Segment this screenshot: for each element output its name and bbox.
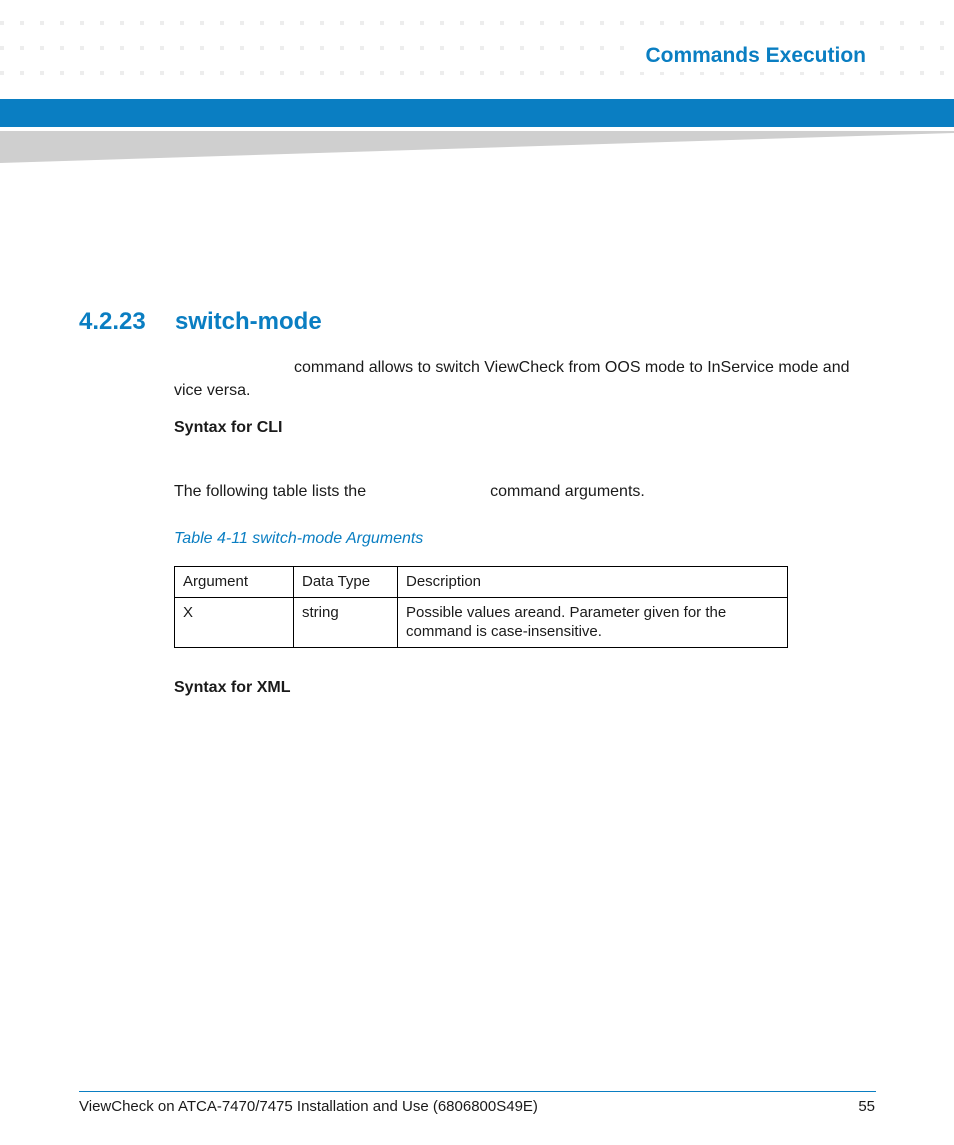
desc-part-1: Possible values are	[406, 604, 537, 621]
syntax-cli-heading: Syntax for CLI	[174, 419, 283, 436]
table-row	[175, 598, 788, 648]
table-header-row	[175, 567, 788, 598]
header-gray-wedge	[0, 131, 954, 163]
table-caption: Table 4-11 switch-mode Arguments	[174, 530, 424, 547]
section-number: 4.2.23	[79, 308, 146, 335]
footer-page-number: 55	[858, 1098, 875, 1115]
syntax-xml-heading: Syntax for XML	[174, 679, 291, 696]
intro-text: command allows to switch ViewCheck from OOS mode to InService mode and vice versa.	[174, 359, 850, 399]
desc-part-3: . Parameter given for the command is case-insensitive.	[406, 604, 727, 640]
header-data-type: Data Type	[294, 567, 398, 598]
section-title-text: switch-mode	[175, 308, 322, 335]
cell-data-type: string	[294, 598, 398, 648]
running-header-title: Commands Execution	[639, 40, 872, 72]
footer-rule	[79, 1091, 876, 1092]
cell-description	[398, 598, 788, 648]
footer-doc-title: ViewCheck on ATCA-7470/7475 Installation and Use (6806800S49E)	[79, 1098, 538, 1115]
header-blue-band	[0, 99, 954, 127]
section-heading	[79, 308, 322, 336]
cell-argument: X	[175, 598, 294, 648]
table-intro-after: command arguments.	[490, 483, 645, 500]
header-description: Description	[398, 567, 788, 598]
header-argument: Argument	[175, 567, 294, 598]
arguments-table	[174, 566, 788, 648]
table-intro-paragraph	[174, 480, 874, 503]
desc-part-2: and	[536, 604, 562, 621]
intro-paragraph	[174, 356, 874, 402]
table-intro-before: The following table lists the	[174, 483, 367, 500]
